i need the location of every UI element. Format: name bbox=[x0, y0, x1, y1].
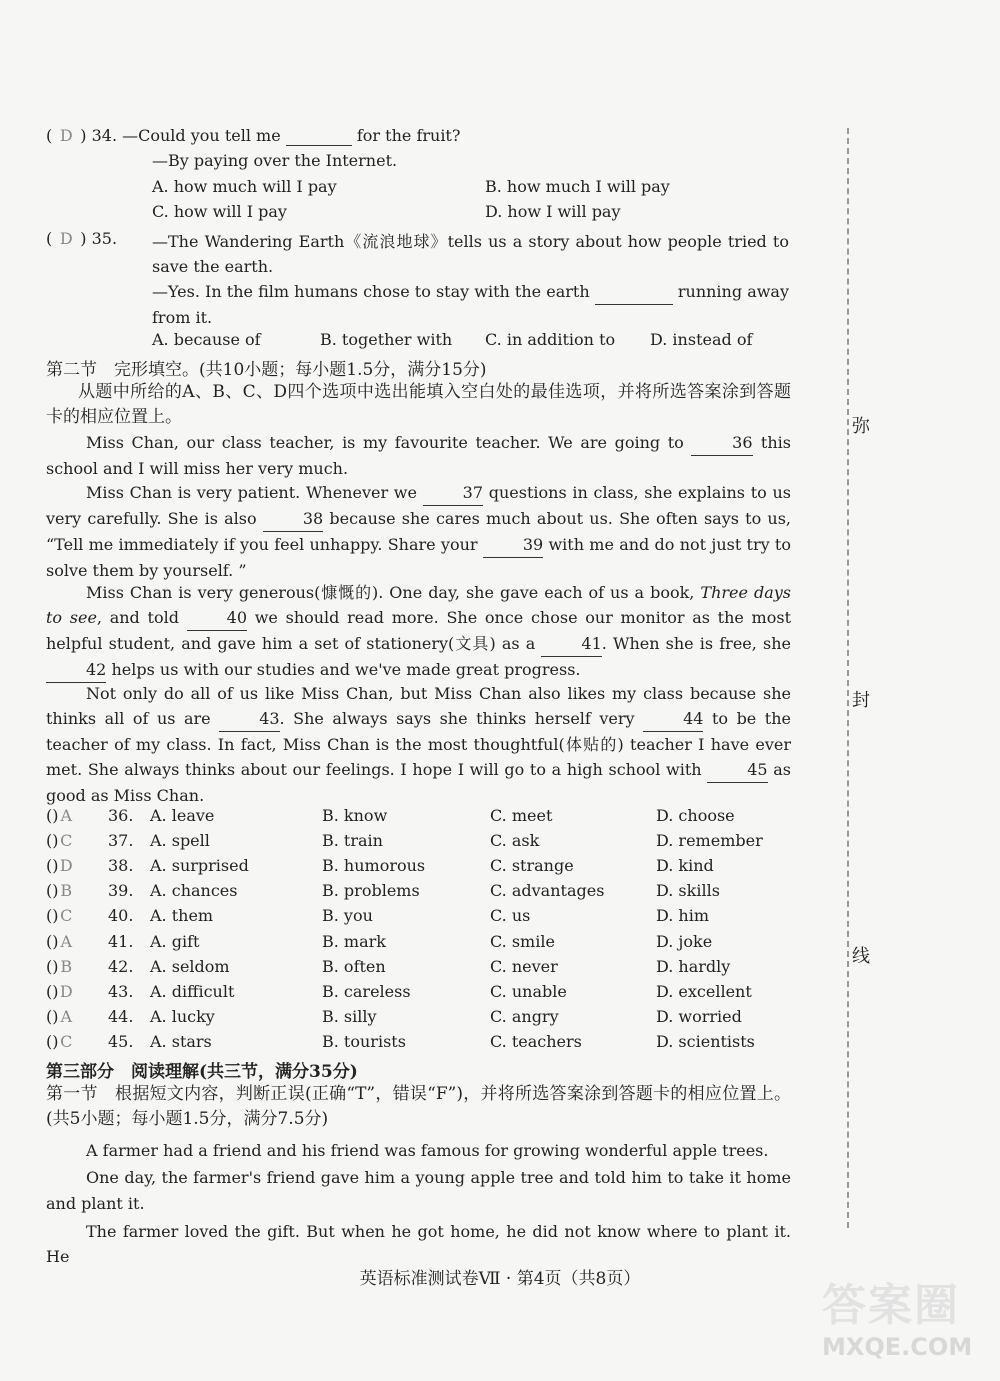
blank-39: 39 bbox=[483, 532, 543, 558]
choice-row bbox=[46, 856, 806, 881]
answer-mark: A bbox=[60, 1006, 73, 1026]
q34-option-c: C. how will I pay bbox=[152, 202, 287, 221]
blank-42: 42 bbox=[46, 657, 106, 683]
choice-row bbox=[46, 1032, 806, 1057]
choice-row bbox=[46, 831, 806, 856]
blank-40: 40 bbox=[187, 605, 247, 631]
binding-label-2: 封 bbox=[852, 690, 870, 711]
choice-row bbox=[46, 881, 806, 906]
answer-mark: C bbox=[60, 1031, 73, 1051]
option-b: B. humorous bbox=[322, 856, 426, 876]
question-number: 36. bbox=[108, 806, 134, 825]
option-d: D. scientists bbox=[656, 1031, 755, 1051]
q35-stem: —The Wandering Earth《流浪地球》tells us a story about how people tried to save the earth. bbox=[152, 232, 789, 276]
answer-mark: D bbox=[59, 126, 73, 145]
option-b: B. know bbox=[322, 806, 388, 825]
answer-mark: D bbox=[59, 856, 73, 876]
option-d: D. hardly bbox=[656, 956, 731, 976]
option-b: B. often bbox=[322, 956, 386, 976]
option-b: B. problems bbox=[322, 881, 420, 901]
option-d: D. remember bbox=[656, 831, 763, 851]
answer-mark: C bbox=[60, 831, 73, 851]
option-c: C. advantages bbox=[490, 881, 605, 901]
option-d: D. skills bbox=[656, 881, 720, 901]
question-34: ( D ) 34. —Could you tell me for the fruit? bbox=[46, 126, 461, 145]
option-c: C. strange bbox=[490, 856, 574, 876]
question-number: 38. bbox=[108, 856, 134, 876]
blank bbox=[595, 279, 673, 305]
q35-option-a: A. because of bbox=[152, 330, 261, 349]
answer-paren: ( B ) bbox=[46, 957, 59, 976]
q34-option-a: A. how much will I pay bbox=[152, 177, 337, 196]
q35-option-c: C. in addition to bbox=[485, 330, 616, 349]
choice-row bbox=[46, 932, 806, 957]
option-a: A. gift bbox=[150, 931, 200, 951]
option-a: A. lucky bbox=[150, 1006, 215, 1026]
answer-mark: C bbox=[60, 906, 73, 926]
option-c: C. us bbox=[490, 906, 531, 926]
option-b: B. careless bbox=[322, 981, 411, 1001]
option-a: A. them bbox=[150, 906, 214, 926]
option-c: C. ask bbox=[490, 831, 540, 851]
answer-paren: ( D ) bbox=[46, 856, 59, 875]
choice-row bbox=[46, 982, 806, 1007]
option-a: A. surprised bbox=[150, 856, 249, 876]
option-d: D. joke bbox=[656, 931, 713, 951]
option-d: D. him bbox=[656, 906, 710, 926]
q35-option-d: D. instead of bbox=[650, 330, 753, 349]
answer-paren: ( B ) bbox=[46, 881, 59, 900]
passage-paragraph-1: Miss Chan, our class teacher, is my favourite teacher. We are going to 36 this school and I will miss her very much. bbox=[46, 430, 791, 481]
watermark-logo: 答案圈 MXQE.COM bbox=[822, 1280, 973, 1361]
reading-line-1: A farmer had a friend and his friend was famous for growing wonderful apple trees. bbox=[86, 1141, 769, 1160]
question-number: 45. bbox=[108, 1031, 134, 1051]
option-c: C. never bbox=[490, 956, 558, 976]
option-c: C. meet bbox=[490, 806, 553, 825]
choice-row bbox=[46, 906, 806, 931]
answer-paren: ( C ) bbox=[46, 831, 59, 850]
answer-paren: ( A ) bbox=[46, 806, 59, 825]
question-number: 41. bbox=[108, 931, 134, 951]
part-3-title: 第三部分 阅读理解(共三节，满分35分) bbox=[46, 1062, 358, 1082]
answer-paren: ( C ) bbox=[46, 1032, 59, 1051]
option-d: D. excellent bbox=[656, 981, 752, 1001]
passage-paragraph-2: Miss Chan is very patient. Whenever we 37 questions in class, she explains to us very carefully. She is also 38 because she cares much about us. She often says to us, “Tell me immediately if you feel unhappy. Share your 39 with me and do not just try to solve them by yourself. ” bbox=[46, 480, 791, 583]
answer-paren: ( D ) bbox=[46, 982, 59, 1001]
binding-label-3: 线 bbox=[852, 946, 870, 967]
option-a: A. leave bbox=[150, 806, 215, 825]
option-c: C. angry bbox=[490, 1006, 559, 1026]
answer-mark: D bbox=[59, 229, 73, 248]
binding-dashed-line bbox=[847, 128, 849, 1228]
q34-option-d: D. how I will pay bbox=[485, 202, 621, 221]
blank-44: 44 bbox=[643, 706, 703, 732]
answer-mark: A bbox=[60, 806, 73, 825]
section-2-instruction: 从题中所给的A、B、C、D四个选项中选出能填入空白处的最佳选项，并将所选答案涂到答题卡的相应位置上。 bbox=[46, 382, 791, 427]
answer-mark: B bbox=[60, 881, 73, 901]
question-number: 39. bbox=[108, 881, 134, 901]
option-b: B. you bbox=[322, 906, 373, 926]
blank bbox=[286, 126, 352, 146]
q34-reply: —By paying over the Internet. bbox=[152, 151, 398, 170]
blank-36: 36 bbox=[691, 430, 753, 456]
question-number: 40. bbox=[108, 906, 134, 926]
blank-43: 43 bbox=[219, 706, 279, 732]
question-35: ( D ) 35. bbox=[46, 229, 118, 248]
choice-row bbox=[46, 806, 806, 831]
question-number: 37. bbox=[108, 831, 134, 851]
passage-paragraph-3: Miss Chan is very generous(慷慨的). One day, she gave each of us a book, Three days to see, and told 40 we should read more. She once chose our monitor as the most helpful student, and gave him a set of stationery(文具) as a 41. When she is free, she 42 helps us with our studies and we've made great progress. bbox=[46, 580, 791, 683]
passage-paragraph-4: Not only do all of us like Miss Chan, but Miss Chan also likes my class because she thinks all of us are 43. She always says she thinks herself very 44 to be the teacher of my class. In fact, Miss Chan is the most thoughtful(体贴的) teacher I have ever met. She always thinks about our feelings. I hope I will go to a high school with 45 as good as Miss Chan. bbox=[46, 684, 792, 805]
option-c: C. unable bbox=[490, 981, 567, 1001]
q35-option-b: B. together with bbox=[320, 330, 453, 349]
answer-paren: ( A ) bbox=[46, 932, 59, 951]
option-b: B. tourists bbox=[322, 1031, 406, 1051]
option-b: B. train bbox=[322, 831, 383, 851]
option-d: D. choose bbox=[656, 806, 735, 825]
q34-option-b: B. how much I will pay bbox=[485, 177, 670, 196]
reading-line-2: One day, the farmer's friend gave him a young apple tree and told him to take it home and plant it. bbox=[46, 1168, 791, 1213]
option-a: A. spell bbox=[150, 831, 210, 851]
answer-mark: D bbox=[59, 981, 73, 1001]
blank-45: 45 bbox=[707, 757, 767, 783]
answer-paren: ( C ) bbox=[46, 906, 59, 925]
option-a: A. difficult bbox=[150, 981, 235, 1001]
question-number: 42. bbox=[108, 956, 134, 976]
answer-mark: A bbox=[60, 931, 73, 951]
answer-paren: ( A ) bbox=[46, 1007, 59, 1026]
blank-41: 41 bbox=[541, 631, 601, 657]
option-c: C. teachers bbox=[490, 1031, 582, 1051]
option-b: B. silly bbox=[322, 1006, 377, 1026]
book-title: Three days to see bbox=[46, 583, 791, 627]
answer-mark: B bbox=[60, 956, 73, 976]
option-a: A. chances bbox=[150, 881, 238, 901]
choice-row bbox=[46, 957, 806, 982]
question-number: 44. bbox=[108, 1006, 134, 1026]
section-2-title: 第二节 完形填空。(共10小题；每小题1.5分，满分15分) bbox=[46, 360, 487, 380]
choice-row bbox=[46, 1007, 806, 1032]
option-a: A. seldom bbox=[150, 956, 230, 976]
page-footer: 英语标准测试卷Ⅶ · 第4页（共8页） bbox=[359, 1269, 641, 1289]
blank-37: 37 bbox=[423, 480, 483, 506]
blank-38: 38 bbox=[263, 506, 323, 532]
part-3-instruction: 第一节 根据短文内容，判断正误(正确“T”，错误“F”)，并将所选答案涂到答题卡的相应位置上。(共5小题；每小题1.5分，满分7.5分) bbox=[46, 1084, 791, 1129]
q35-reply: —Yes. In the film humans chose to stay with the earth running away from it. bbox=[152, 279, 789, 330]
option-a: A. stars bbox=[150, 1031, 212, 1051]
binding-label-1: 弥 bbox=[852, 416, 870, 437]
option-d: D. worried bbox=[656, 1006, 742, 1026]
option-c: C. smile bbox=[490, 931, 555, 951]
reading-line-3: The farmer loved the gift. But when he got home, he did not know where to plant it. He bbox=[46, 1222, 791, 1266]
option-d: D. kind bbox=[656, 856, 714, 876]
option-b: B. mark bbox=[322, 931, 386, 951]
question-number: 43. bbox=[108, 981, 134, 1001]
